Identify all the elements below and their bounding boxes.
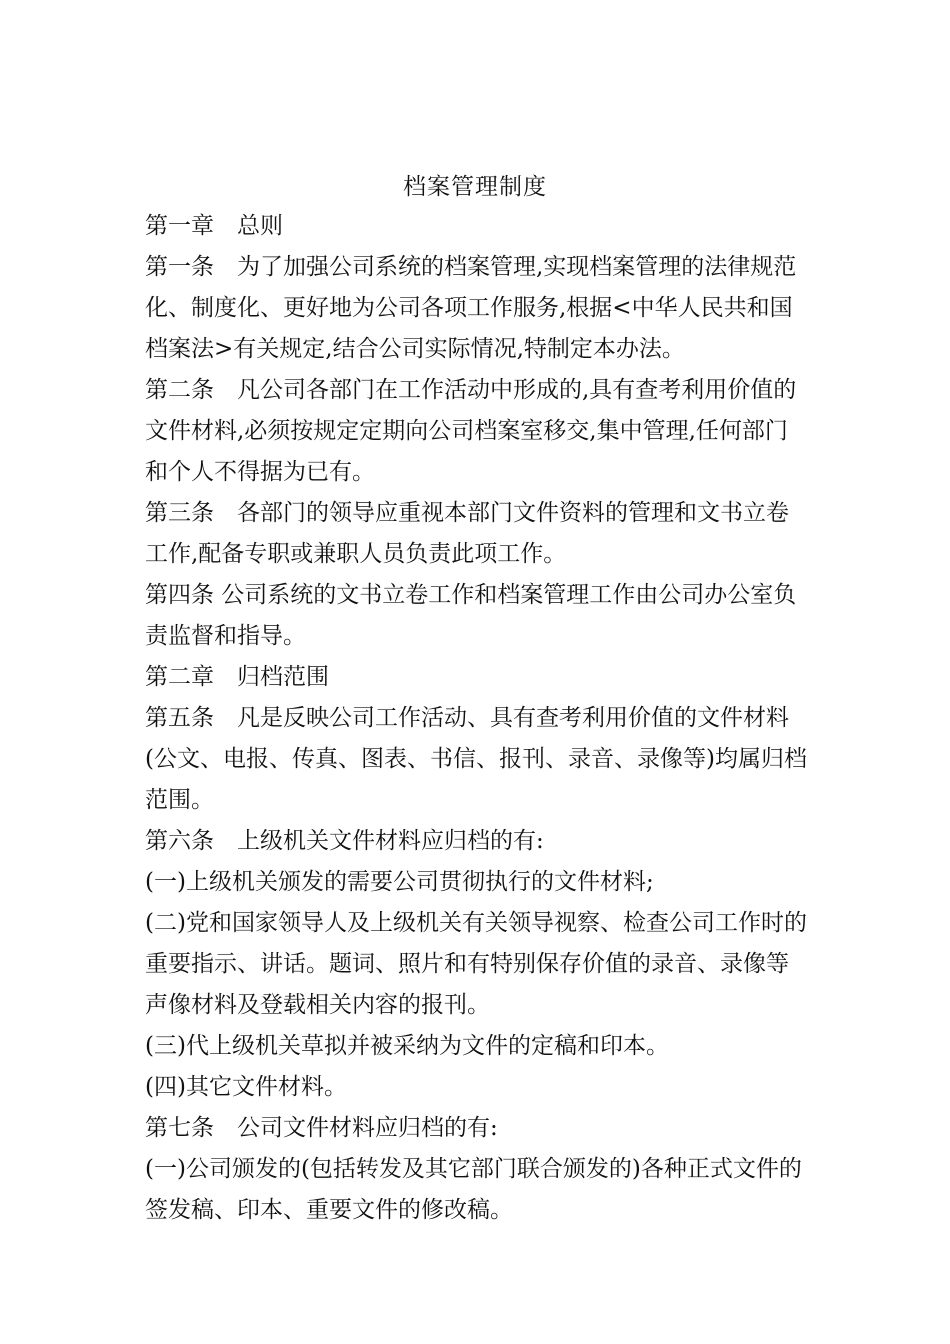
list-item: (三)代上级机关草拟并被采纳为文件的定稿和印本。 xyxy=(145,1033,669,1059)
article-paragraph: 第一条 为了加强公司系统的档案管理,实现档案管理的法律规范化、制度化、更好地为公司各项工作服务,根据<中华人民共和国档案法>有关规定,结合公司实际情况,特制定本办法。 xyxy=(145,254,797,362)
article-paragraph: 第七条 公司文件材料应归档的有: xyxy=(145,1115,498,1141)
list-item: (一)上级机关颁发的需要公司贯彻执行的文件材料; xyxy=(145,869,654,895)
article-paragraph: 第三条 各部门的领导应重视本部门文件资料的管理和文书立卷工作,配备专职或兼职人员负责此项工作。 xyxy=(145,500,789,567)
document-body xyxy=(145,206,810,1231)
list-item: (一)公司颁发的(包括转发及其它部门联合颁发的)各种正式文件的签发稿、印本、重要文件的修改稿。 xyxy=(145,1156,802,1223)
article-paragraph: 第六条 上级机关文件材料应归档的有: xyxy=(145,828,544,854)
article-paragraph: 第四条 公司系统的文书立卷工作和档案管理工作由公司办公室负责监督和指导。 xyxy=(145,582,797,649)
list-item: (二)党和国家领导人及上级机关有关领导视察、检查公司工作时的重要指示、讲话。题词、照片和有特别保存价值的录音、录像等声像材料及登载相关内容的报刊。 xyxy=(145,910,807,1018)
article-paragraph: 第二条 凡公司各部门在工作活动中形成的,具有查考利用价值的文件材料,必须按规定定期向公司档案室移交,集中管理,任何部门和个人不得据为已有。 xyxy=(145,377,797,485)
list-item: (四)其它文件材料。 xyxy=(145,1074,347,1100)
chapter-heading: 第一章 总则 xyxy=(145,213,283,239)
article-paragraph: 第五条 凡是反映公司工作活动、具有查考利用价值的文件材料(公文、电报、传真、图表、书信、报刊、录音、录像等)均属归档范围。 xyxy=(145,705,807,813)
document-title: 档案管理制度 xyxy=(403,174,547,200)
chapter-heading: 第二章 归档范围 xyxy=(145,664,329,690)
